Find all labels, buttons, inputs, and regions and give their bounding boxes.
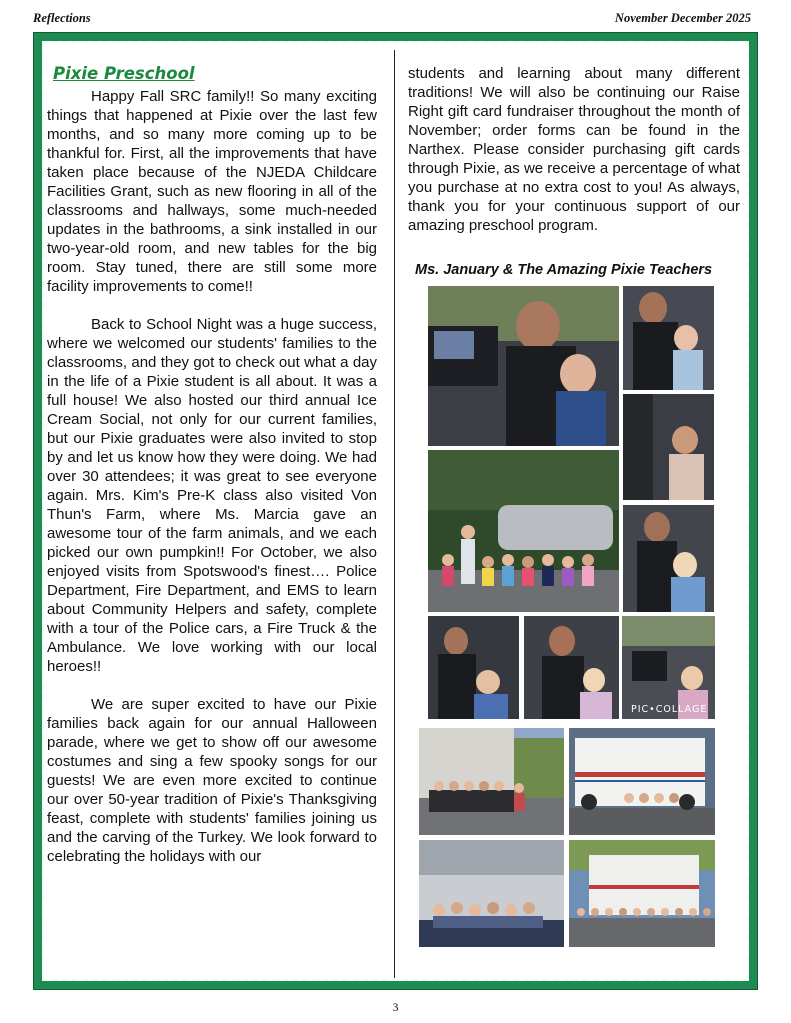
photo-police-officer-with-child-in-car xyxy=(428,286,619,446)
signature: Ms. January & The Amazing Pixie Teachers xyxy=(415,262,713,278)
paragraph-back-to-school: Back to School Night was a huge success, where we welcomed our students' families to the classrooms, and they got to check out what a day in the life of a Pixie student is all about. It was a full house! We also hosted our third annual Ice Cream Social, not only for our current families, but our Pixie graduates were also invited to stop by and let us know how they were doing. We had over 30 attendees; it was great to see everyone again. Mrs. Kim's Pre-K class also visited Von Thun's Farm, where Ms. Marcia gave an awesome tour of the farm animals, and we each picked our own pumpkin!! For October, we also enjoyed visits from Spotswood's finest…. Police Department, Fire Department, and EMS to learn about Community Helpers and safety, complete with a tour of the Police cars, a Fire Truck & the Ambulance. We love working with our local heroes!! xyxy=(47,316,377,675)
paragraph-continuation: students and learning about many different traditions! We will also be continuing our Raise Right gift card fundraiser throughout the month of November; order forms can be found in the Narthex. Please consider purchasing gift cards through Pixie, as we receive a percentage of what you purchase at no extra cost to you! As always, thank you for your continuous support of our amazing preschool program. xyxy=(408,65,740,234)
issue-date: November December 2025 xyxy=(614,11,751,25)
collage-watermark: PIC•COLLAGE xyxy=(631,704,708,715)
photo-officer-with-boy xyxy=(623,286,714,390)
photo-class-outside-ambulance xyxy=(569,840,715,947)
page-number: 3 xyxy=(392,1000,399,1014)
photo-officer-with-child-goggles xyxy=(428,616,519,719)
paragraph-halloween: We are super excited to have our Pixie families back again for our annual Halloween parade, where we get to show off our awesome costumes and sing a few spooky songs for our guests! We are even more excited to continue our over 50-year tradition of Pixie's Thanksgiving feast, complete with students' families joining us and the carving of the Turkey. We look forward to celebrating the holidays with our xyxy=(47,696,377,865)
photo-officer-kneeling-with-child xyxy=(524,616,619,719)
photo-officer-with-girl xyxy=(623,505,714,612)
photo-class-with-ambulance xyxy=(569,728,715,835)
photo-class-with-police-car xyxy=(428,450,619,612)
right-column xyxy=(408,64,740,254)
article-title: Pixie Preschool xyxy=(53,64,195,83)
paragraph-improvements: Happy Fall SRC family!! So many exciting things that happened at Pixie over the last few months, and so many more coming up to be thankful for. First, all the improvements that have taken place because of the NJEDA Childcare Facilities Grant, such as new flooring in all of the classrooms and hallways, some much-needed updates in the bathrooms, a sink installed in our two-year-old room, and new tables for the big room. Stay tuned, there are still some more facility improvements to come!! xyxy=(47,88,377,295)
photo-children-inside-ambulance xyxy=(419,840,564,947)
column-divider xyxy=(394,50,395,978)
photo-class-at-firehouse xyxy=(419,728,564,835)
left-column xyxy=(47,64,377,885)
photo-child-with-radio xyxy=(623,394,714,500)
newsletter-name: Reflections xyxy=(33,11,91,25)
